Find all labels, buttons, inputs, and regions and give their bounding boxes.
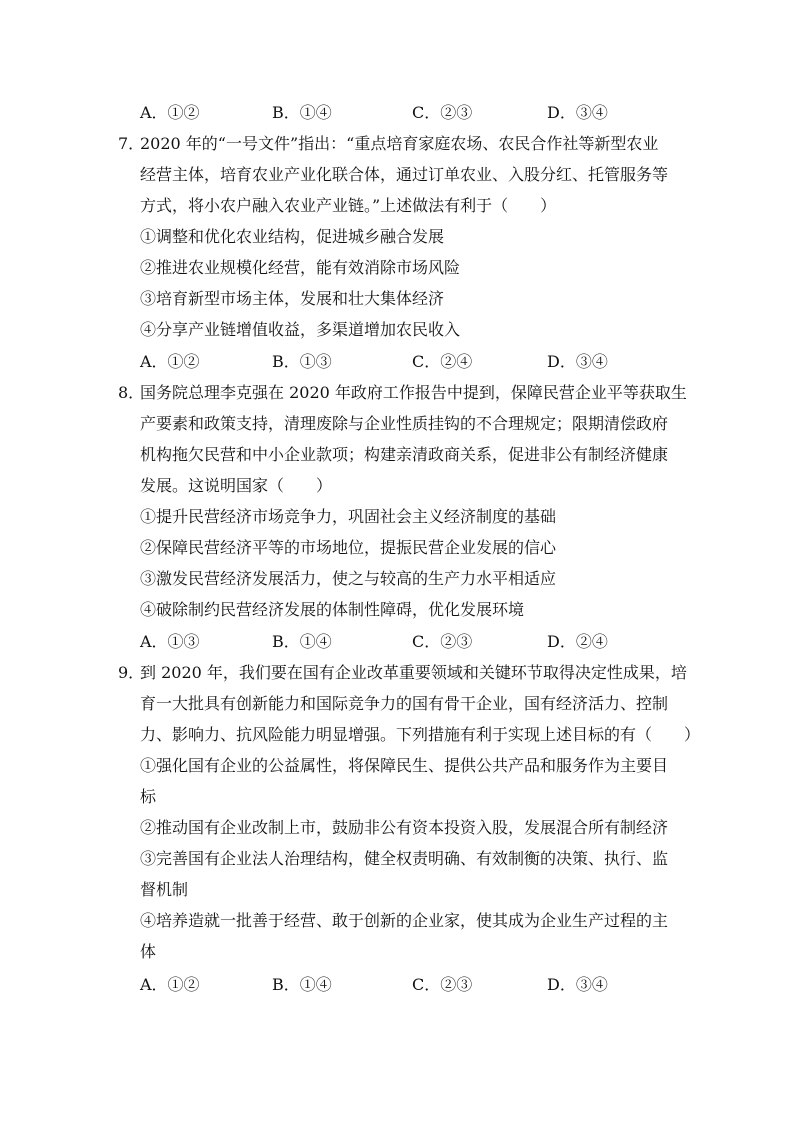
q6-option-a: A．①② — [140, 103, 200, 122]
q7-item-2: ②推进农业规模化经营，能有效消除市场风险 — [140, 258, 461, 277]
q7-option-a: A．①② — [140, 352, 200, 371]
q7-option-c: C．②④ — [412, 352, 473, 371]
q8-option-a: A．①③ — [140, 632, 200, 651]
q9-item-4-cont: 体 — [140, 942, 157, 961]
q9-item-3-cont: 督机制 — [140, 880, 189, 899]
q7-option-d: D．③④ — [547, 352, 608, 371]
q7-stem-line: 方式，将小农户融入农业产业链。”上述做法有利于（ ） — [140, 196, 557, 215]
q8-number: 8． — [118, 383, 145, 402]
q6-option-c: C．②③ — [412, 103, 473, 122]
q9-number: 9． — [118, 663, 145, 682]
q9-item-1-cont: 标 — [140, 787, 157, 806]
q7-number: 7． — [118, 134, 145, 153]
q6-option-b: B．①④ — [272, 103, 332, 122]
q9-option-c: C．②③ — [412, 975, 473, 994]
q9-stem-text: 到 2020 年，我们要在国有企业改革重要领域和关键环节取得决定性成果，培 — [140, 663, 687, 682]
q8-option-c: C．②③ — [412, 632, 473, 651]
q9-stem-line — [118, 663, 687, 683]
q8-stem-line: 发展。这说明国家（ ） — [140, 476, 333, 495]
q7-item-3: ③培育新型市场主体，发展和壮大集体经济 — [140, 289, 445, 308]
q7-stem-line: 经营主体，培育农业产业化联合体，通过订单农业、入股分红、托管服务等 — [140, 165, 669, 184]
q7-item-1: ①调整和优化农业结构，促进城乡融合发展 — [140, 227, 445, 246]
q8-item-4: ④破除制约民营经济发展的体制性障碍，优化发展环境 — [140, 600, 525, 619]
q7-item-4: ④分享产业链增值收益，多渠道增加农民收入 — [140, 320, 461, 339]
q9-item-4: ④培养造就一批善于经营、敢于创新的企业家，使其成为企业生产过程的主 — [140, 911, 669, 930]
q8-stem-line: 机构拖欠民营和中小企业款项；构建亲清政商关系，促进非公有制经济健康 — [140, 445, 669, 464]
q8-stem-line: 产要素和政策支持，清理废除与企业性质挂钩的不合理规定；限期清偿政府 — [140, 414, 669, 433]
q9-item-3: ③完善国有企业法人治理结构，健全权责明确、有效制衡的决策、执行、监 — [140, 849, 669, 868]
q7-stem-line — [118, 134, 658, 154]
q9-stem-line: 力、影响力、抗风险能力明显增强。下列措施有利于实现上述目标的有（ ） — [140, 725, 701, 744]
q9-option-d: D．③④ — [547, 975, 608, 994]
q8-item-1: ①提升民营经济市场竞争力，巩固社会主义经济制度的基础 — [140, 507, 557, 526]
q9-option-a: A．①② — [140, 975, 200, 994]
q7-option-b: B．①③ — [272, 352, 332, 371]
q9-item-2: ②推动国有企业改制上市，鼓励非公有资本投资入股，发展混合所有制经济 — [140, 818, 669, 837]
q9-stem-line: 育一大批具有创新能力和国际竞争力的国有骨干企业，国有经济活力、控制 — [140, 694, 669, 713]
q9-option-b: B．①④ — [272, 975, 332, 994]
q8-item-2: ②保障民营经济平等的市场地位，提振民营企业发展的信心 — [140, 538, 557, 557]
q8-stem-line — [118, 383, 687, 403]
q8-option-d: D．②④ — [547, 632, 608, 651]
q7-stem-text: 2020 年的“一号文件”指出：“重点培育家庭农场、农民合作社等新型农业 — [140, 134, 659, 153]
q8-option-b: B．①④ — [272, 632, 332, 651]
q6-option-d: D．③④ — [547, 103, 608, 122]
q9-item-1: ①强化国有企业的公益属性，将保障民生、提供公共产品和服务作为主要目 — [140, 756, 669, 775]
q8-stem-text: 国务院总理李克强在 2020 年政府工作报告中提到，保障民营企业平等获取生 — [140, 383, 687, 402]
q8-item-3: ③激发民营经济发展活力，使之与较高的生产力水平相适应 — [140, 569, 557, 588]
